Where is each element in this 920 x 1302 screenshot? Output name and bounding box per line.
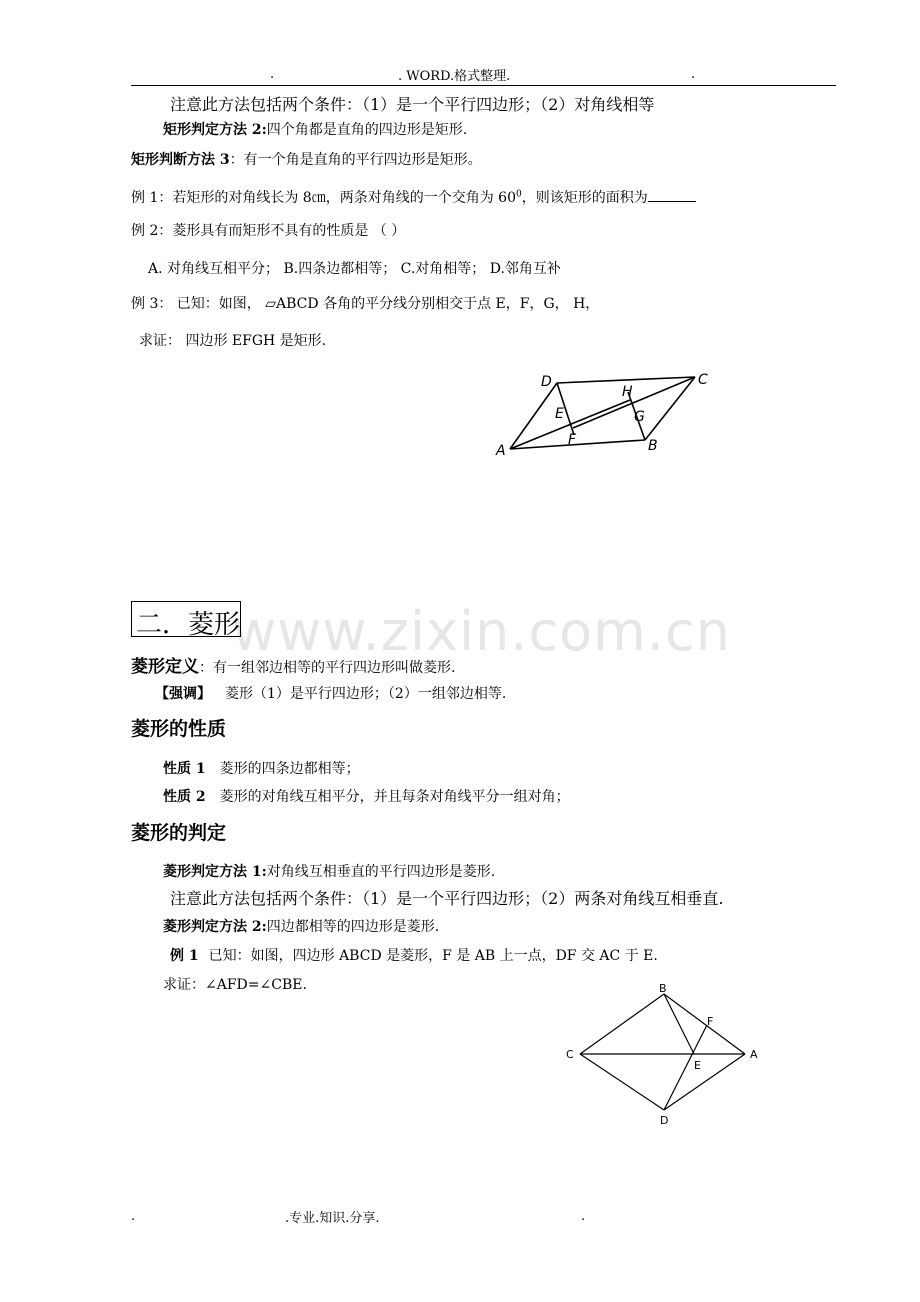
rect-method-2-label: 矩形判定方法 2: — [163, 122, 267, 138]
property-2-label: 性质 2 — [163, 789, 206, 805]
example-3: 例 3： 已知：如图， ▱ABCD 各角的平分线分别相交于点 E，F，G， H， — [131, 296, 600, 312]
watermark: www.zixin.com.cn — [232, 600, 731, 663]
rhombus-method-1-label: 菱形判定方法 1: — [163, 864, 267, 880]
property-2-text: 菱形的对角线互相平分，并且每条对角线平分一组对角； — [219, 789, 570, 805]
parallelogram-figure — [490, 365, 730, 465]
rhombus-method-1 — [163, 861, 495, 881]
header-left-dot: . — [270, 67, 275, 82]
label-H: H — [622, 384, 633, 400]
label-F: F — [568, 432, 577, 448]
rhombus-method-2-text: 四边都相等的四边形是菱形. — [266, 919, 440, 935]
example-2-options: A. 对角线互相平分； B.四条边都相等； C.对角相等； D.邻角互补 — [148, 261, 561, 277]
rhombus-method-2 — [163, 916, 439, 936]
example-1 — [131, 187, 696, 207]
edge-CB — [645, 377, 695, 440]
emphasis — [155, 683, 506, 703]
property-1-text: 菱形的四条边都相等； — [219, 761, 360, 777]
judgement-heading: 菱形的判定 — [131, 822, 227, 844]
label-G: G — [634, 409, 645, 425]
edge-BA — [664, 994, 745, 1054]
rhombus-definition — [131, 652, 455, 677]
header-rule — [131, 85, 836, 86]
label-A: A — [496, 443, 506, 459]
rhombus-figure — [560, 978, 770, 1128]
example-2: 例 2：菱形具有而矩形不具有的性质是 （ ） — [131, 223, 406, 239]
definition-text: ：有一组邻边相等的平行四边形叫做菱形. — [199, 660, 456, 676]
property-1 — [163, 758, 360, 778]
segment-BE — [664, 994, 694, 1054]
rect-method-3-text: ：有一个角是直角的平行四边形是矩形。 — [229, 152, 482, 168]
label-C: C — [698, 372, 708, 388]
edge-AD — [664, 1054, 745, 1110]
emphasis-label: 【强调】 — [155, 686, 211, 702]
footer-title: .专业.知识.分享. — [285, 1211, 380, 1226]
note-condition-rect: 注意此方法包括两个条件：（1）是一个平行四边形；（2）对角线相等 — [170, 95, 655, 114]
label-E: E — [555, 406, 564, 422]
property-1-label: 性质 1 — [163, 761, 206, 777]
label-F: F — [707, 1015, 714, 1028]
edge-DC — [580, 1054, 664, 1110]
header-right-dot: . — [691, 67, 696, 82]
rect-method-2-text: 四个角都是直角的四边形是矩形. — [266, 122, 468, 138]
rect-method-3-label: 矩形判断方法 3 — [131, 152, 230, 168]
label-D: D — [660, 1114, 669, 1127]
label-C: C — [566, 1048, 574, 1061]
label-E: E — [694, 1059, 701, 1072]
properties-heading: 菱形的性质 — [131, 718, 227, 740]
rhombus-example-1-label: 例 1 — [170, 948, 199, 964]
example-1-sup: 0 — [515, 189, 522, 200]
label-B: B — [648, 438, 658, 454]
label-A: A — [750, 1048, 758, 1061]
footer-left-dot: . — [131, 1209, 136, 1224]
rhombus-example-1-text: 已知：如图，四边形 ABCD 是菱形，F 是 AB 上一点，DF 交 AC 于 E. — [208, 948, 658, 964]
property-2 — [163, 786, 570, 806]
footer-right-dot: . — [581, 1209, 586, 1224]
example-1-text: 例 1：若矩形的对角线长为 8㎝，两条对角线的一个交角为 60 — [131, 190, 516, 206]
rhombus-example-1-prove: 求证：∠AFD=∠CBE. — [163, 977, 307, 993]
example-1-tail: ，则该矩形的面积为 — [521, 190, 648, 206]
label-D: D — [541, 374, 552, 390]
edge-CB — [580, 994, 664, 1054]
emphasis-text: 菱形（1）是平行四边形；（2）一组邻边相等. — [225, 686, 507, 702]
definition-label: 菱形定义 — [131, 657, 199, 677]
edge-DC — [557, 377, 695, 383]
rhombus-method-1-text: 对角线互相垂直的平行四边形是菱形. — [266, 864, 496, 880]
rect-method-2 — [163, 119, 467, 139]
note-condition-rhombus: 注意此方法包括两个条件：（1）是一个平行四边形；（2）两条对角线互相垂直. — [170, 889, 724, 908]
rhombus-method-2-label: 菱形判定方法 2: — [163, 919, 267, 935]
label-B: B — [659, 982, 667, 995]
section-title-box — [131, 601, 241, 640]
rect-method-3 — [131, 149, 482, 169]
example-3-prove: 求证： 四边形 EFGH 是矩形. — [139, 333, 327, 349]
section-title: 二．菱形 — [136, 610, 241, 640]
header-title: . WORD.格式整理. — [398, 69, 511, 84]
rhombus-example-1 — [170, 945, 658, 965]
answer-blank — [648, 187, 696, 202]
